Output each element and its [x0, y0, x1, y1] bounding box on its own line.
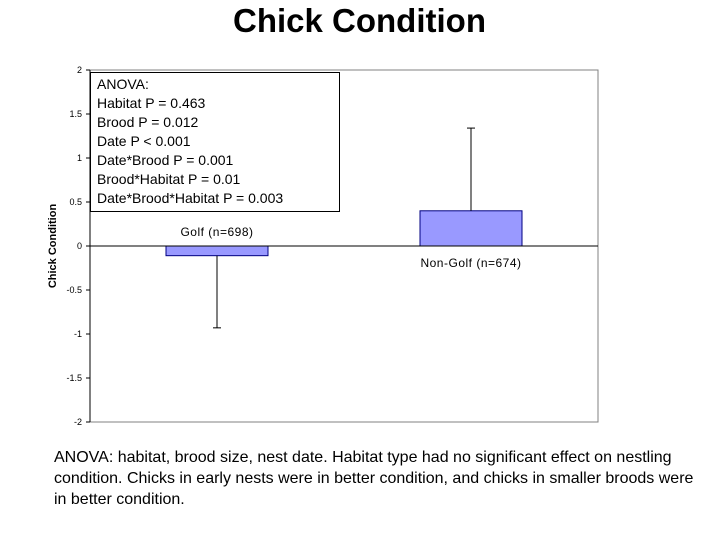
y-tick-label: -0.5: [66, 285, 82, 295]
y-tick-label: 2: [76, 65, 82, 75]
y-ticks: [66, 65, 90, 427]
caption: ANOVA: habitat, brood size, nest date. Habitat type had no significant effect on nestling condition. Chicks in early nests were in better condition, and chicks in smaller broods were in better condition.: [54, 449, 694, 508]
y-tick-label: -2: [73, 417, 82, 427]
category-label: Golf (n=698): [180, 225, 254, 239]
anova-annotation-box: [90, 72, 340, 212]
anova-line: Date*Brood*Habitat P = 0.003: [97, 190, 284, 206]
anova-line: Date P < 0.001: [97, 133, 191, 149]
bar: [420, 211, 522, 246]
y-tick-label: -1: [73, 329, 82, 339]
anova-line: Brood*Habitat P = 0.01: [97, 171, 241, 187]
anova-line: Habitat P = 0.463: [97, 95, 206, 111]
anova-line: Date*Brood P = 0.001: [97, 152, 234, 168]
anova-line: Brood P = 0.012: [97, 114, 199, 130]
bar: [166, 246, 268, 256]
category-label: Non-Golf (n=674): [420, 256, 522, 270]
y-tick-label: 0.5: [69, 197, 82, 207]
y-tick-label: -1.5: [66, 373, 82, 383]
y-tick-label: 0: [76, 241, 82, 251]
chart-title: Chick Condition: [233, 2, 486, 39]
anova-line: ANOVA:: [97, 76, 149, 92]
y-axis-label: Chick Condition: [47, 203, 59, 289]
y-tick-label: 1: [76, 153, 82, 163]
y-tick-label: 1.5: [69, 109, 82, 119]
